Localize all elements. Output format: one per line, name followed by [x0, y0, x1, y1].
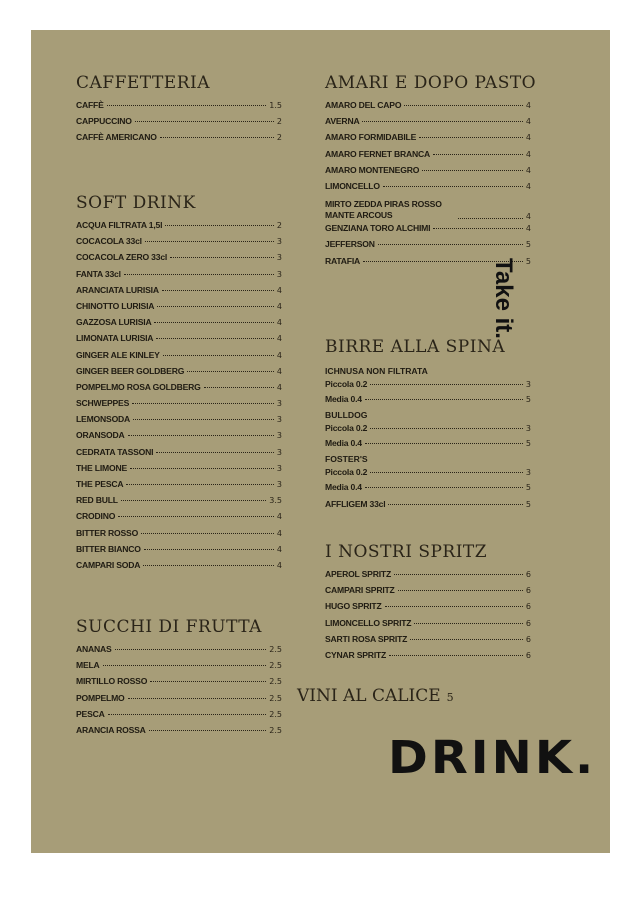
- item-price: 6: [525, 586, 531, 596]
- menu-item: [76, 398, 282, 414]
- dot-leader: [389, 655, 523, 656]
- dot-leader: [370, 384, 523, 385]
- menu-item: [325, 149, 531, 165]
- dot-leader: [121, 500, 266, 501]
- item-price: 3: [525, 380, 531, 389]
- item-name: APEROL SPRITZ: [325, 569, 391, 579]
- item-price: 3: [276, 415, 282, 425]
- section-title: CAFFETTERIA: [76, 73, 210, 93]
- menu-item: [325, 601, 531, 617]
- menu-item: [76, 528, 282, 544]
- item-price: 3: [276, 463, 282, 473]
- item-name: GINGER BEER GOLDBERG: [76, 365, 185, 376]
- item-name: GENZIANA TORO ALCHIMI: [325, 223, 431, 234]
- item-price: 3: [276, 269, 282, 279]
- item-price: 4: [276, 528, 282, 538]
- item-name: Media 0.4: [325, 437, 362, 448]
- item-name: BITTER ROSSO: [76, 527, 139, 538]
- item-price: 2.5: [269, 725, 282, 735]
- vini-price: 5: [446, 691, 454, 704]
- menu-item: [76, 301, 282, 317]
- item-name: ARANCIATA LURISIA: [76, 284, 159, 295]
- beer-name: FOSTER'S: [325, 454, 368, 464]
- dot-leader: [404, 105, 523, 106]
- menu-item: [76, 725, 282, 741]
- item-price: 1.5: [269, 101, 282, 110]
- item-price: 2.5: [269, 661, 282, 671]
- item-price: 3: [276, 237, 282, 247]
- item-price: 4: [276, 382, 282, 392]
- item-name: CEDRATA TASSONI: [76, 446, 154, 457]
- item-name: CAFFÈ: [76, 100, 104, 110]
- item-name: AMARO FORMIDABILE: [325, 132, 417, 143]
- item-name: Piccola 0.2: [325, 379, 368, 389]
- item-price: 5: [525, 240, 531, 250]
- item-price: 4: [276, 301, 282, 311]
- dot-leader: [150, 681, 266, 682]
- section-spritz: [325, 541, 531, 666]
- item-name: MIRTILLO ROSSO: [76, 676, 148, 687]
- menu-item: [325, 585, 531, 601]
- dot-leader: [135, 121, 274, 122]
- item-name: ARANCIA ROSSA: [76, 724, 146, 735]
- item-name: AVERNA: [325, 116, 360, 127]
- dot-leader: [157, 306, 274, 307]
- item-price: 5: [525, 394, 531, 404]
- section-title: AMARI E DOPO PASTO: [325, 73, 537, 93]
- dot-leader: [128, 698, 267, 699]
- item-name: CHINOTTO LURISIA: [76, 300, 155, 311]
- item-price: 4: [276, 366, 282, 376]
- dot-leader: [149, 730, 267, 731]
- item-name: COCACOLA 33cl: [76, 236, 142, 247]
- item-name: LIMONATA LURISIA: [76, 333, 154, 344]
- menu-item: [325, 100, 531, 116]
- item-price: 2: [276, 221, 282, 230]
- item-name: CRODINO: [76, 511, 116, 522]
- item-name: AFFLIGEM 33cl: [325, 499, 386, 509]
- menu-item: [325, 438, 531, 453]
- dot-leader: [170, 257, 274, 258]
- dot-leader: [204, 387, 274, 388]
- item-name: Piccola 0.2: [325, 423, 368, 433]
- dot-leader: [458, 218, 523, 219]
- dot-leader: [365, 443, 523, 444]
- item-price: 3: [276, 431, 282, 441]
- drink-logo: DRINK.: [388, 731, 597, 785]
- item-name: Media 0.4: [325, 393, 362, 404]
- section-soft-drink: [76, 192, 282, 576]
- dot-leader: [144, 549, 274, 550]
- dot-leader: [128, 435, 274, 436]
- section-birre: [325, 336, 531, 515]
- item-name: FANTA 33cl: [76, 268, 121, 279]
- item-price: 6: [525, 602, 531, 612]
- item-price: 4: [276, 334, 282, 344]
- menu-item: [325, 423, 531, 438]
- item-price: 4: [276, 318, 282, 328]
- item-price: 5: [525, 500, 531, 509]
- item-price: 6: [525, 634, 531, 644]
- dot-leader: [124, 274, 274, 275]
- dot-leader: [165, 225, 274, 226]
- item-name: Piccola 0.2: [325, 467, 368, 477]
- dot-leader: [160, 137, 274, 138]
- dot-leader: [156, 338, 274, 339]
- item-price: 4: [525, 212, 531, 222]
- menu-item: [325, 116, 531, 132]
- item-name: RED BULL: [76, 495, 118, 506]
- item-price: 3: [276, 480, 282, 489]
- item-name: CYNAR SPRITZ: [325, 649, 387, 660]
- menu-item: [325, 223, 531, 239]
- item-price: 5: [525, 482, 531, 492]
- menu-item: [325, 379, 531, 394]
- menu-item: [76, 463, 282, 479]
- beer-name: ICHNUSA NON FILTRATA: [325, 366, 428, 376]
- dot-leader: [141, 533, 274, 534]
- dot-leader: [410, 639, 523, 640]
- menu-item: [76, 116, 282, 132]
- item-price: 4: [276, 350, 282, 360]
- dot-leader: [143, 565, 274, 566]
- item-price: 6: [525, 650, 531, 660]
- dot-leader: [107, 105, 267, 106]
- item-name: BITTER BIANCO: [76, 543, 141, 554]
- item-price: 5: [525, 256, 531, 266]
- menu-item: [76, 511, 282, 527]
- menu-item: [76, 252, 282, 268]
- item-price: 4: [525, 133, 531, 143]
- menu-item: [76, 333, 282, 349]
- take-it-tagline: Take it.: [490, 258, 517, 339]
- dot-leader: [187, 371, 274, 372]
- section-title: BIRRE ALLA SPINA: [325, 337, 506, 357]
- item-name: POMPELMO: [76, 692, 125, 703]
- dot-leader: [365, 487, 523, 488]
- menu-item: [76, 317, 282, 333]
- item-price: 4: [525, 117, 531, 127]
- item-price: 3: [525, 424, 531, 433]
- dot-leader: [133, 419, 274, 420]
- item-price: 4: [525, 101, 531, 110]
- vini-title: VINI AL CALICE: [297, 686, 441, 706]
- section-title: SUCCHI DI FRUTTA: [76, 617, 262, 637]
- item-name: LEMONSODA: [76, 414, 131, 425]
- item-name: JEFFERSON: [325, 239, 375, 250]
- left-column: [76, 0, 282, 905]
- item-price: 4: [276, 560, 282, 570]
- menu-item: [76, 132, 282, 148]
- dot-leader: [365, 399, 523, 400]
- item-price: 4: [525, 224, 531, 234]
- menu-item: [325, 197, 531, 223]
- menu-item: [325, 181, 531, 197]
- item-price: 2: [276, 117, 282, 127]
- menu-item: [325, 569, 531, 585]
- menu-item: [325, 618, 531, 634]
- dot-leader: [433, 228, 523, 229]
- dot-leader: [394, 574, 523, 575]
- item-name: AMARO MONTENEGRO: [325, 164, 420, 175]
- beer-name: BULLDOG: [325, 410, 368, 420]
- dot-leader: [156, 452, 274, 453]
- menu-item: [325, 132, 531, 148]
- section-title: I NOSTRI SPRITZ: [325, 542, 488, 562]
- dot-leader: [419, 137, 523, 138]
- item-name: ACQUA FILTRATA 1,5l: [76, 220, 163, 230]
- dot-leader: [370, 428, 523, 429]
- item-price: 3.5: [269, 496, 282, 506]
- menu-item: [76, 382, 282, 398]
- item-name: HUGO SPRITZ: [325, 601, 382, 612]
- dot-leader: [115, 649, 267, 650]
- dot-leader: [154, 322, 273, 323]
- item-price: 4: [525, 181, 531, 191]
- menu-item: [76, 676, 282, 692]
- item-name: CAPPUCCINO: [76, 116, 132, 127]
- section-title: SOFT DRINK: [76, 193, 196, 213]
- item-name: PESCA: [76, 708, 105, 719]
- menu-item: [76, 693, 282, 709]
- item-name: SARTI ROSA SPRITZ: [325, 633, 408, 644]
- item-price: 4: [525, 165, 531, 175]
- dot-leader: [145, 241, 274, 242]
- item-name: MELA: [76, 660, 100, 671]
- section-succhi: [76, 616, 282, 741]
- item-name: CAFFÈ AMERICANO: [76, 132, 157, 143]
- menu-item: [76, 366, 282, 382]
- item-name: THE LIMONE: [76, 462, 127, 473]
- item-name: SCHWEPPES: [76, 398, 130, 409]
- menu-item: [76, 447, 282, 463]
- item-price: 2.5: [269, 645, 282, 654]
- menu-item: [76, 100, 282, 116]
- menu-item: [325, 499, 531, 515]
- menu-item: [325, 650, 531, 666]
- item-name: Media 0.4: [325, 481, 362, 492]
- menu-item: [325, 634, 531, 650]
- menu-item: [76, 709, 282, 725]
- menu-item: [76, 220, 282, 236]
- dot-leader: [385, 606, 523, 607]
- menu-item: [76, 660, 282, 676]
- dot-leader: [108, 714, 267, 715]
- dot-leader: [162, 290, 274, 291]
- item-price: 5: [525, 438, 531, 448]
- item-name: MIRTO ZEDDA PIRAS ROSSO MANTE ARCOUS: [325, 199, 442, 221]
- menu-item: [76, 479, 282, 495]
- dot-leader: [370, 472, 523, 473]
- item-price: 2.5: [269, 693, 282, 703]
- menu-item: [76, 414, 282, 430]
- item-name: LIMONCELLO SPRITZ: [325, 617, 412, 628]
- menu-item: [325, 482, 531, 497]
- item-name: AMARO FERNET BRANCA: [325, 148, 431, 159]
- birre-list: [325, 364, 531, 515]
- dot-leader: [362, 121, 522, 122]
- menu-item: [76, 285, 282, 301]
- dot-leader: [163, 355, 274, 356]
- dot-leader: [433, 154, 523, 155]
- menu-item: [76, 430, 282, 446]
- menu-item: [325, 467, 531, 482]
- item-price: 2: [276, 133, 282, 143]
- menu-item: [325, 239, 531, 255]
- menu-item: [76, 544, 282, 560]
- item-price: 6: [525, 618, 531, 628]
- item-name: POMPELMO ROSA GOLDBERG: [76, 381, 201, 392]
- item-price: 2.5: [269, 677, 282, 687]
- item-name: THE PESCA: [76, 479, 124, 489]
- item-name: LIMONCELLO: [325, 180, 380, 191]
- dot-leader: [126, 484, 274, 485]
- section-caffetteria: [76, 72, 282, 149]
- menu-item: [325, 394, 531, 409]
- item-price: 4: [276, 285, 282, 295]
- item-price: 3: [276, 399, 282, 409]
- item-price: 4: [525, 149, 531, 159]
- dot-leader: [388, 504, 522, 505]
- item-name: GINGER ALE KINLEY: [76, 349, 160, 360]
- item-name: COCACOLA ZERO 33cl: [76, 252, 168, 263]
- dot-leader: [132, 403, 274, 404]
- item-price: 3: [525, 468, 531, 477]
- menu-item: [76, 560, 282, 576]
- item-price: 6: [525, 570, 531, 579]
- dot-leader: [398, 590, 523, 591]
- dot-leader: [118, 516, 274, 517]
- item-name: RATAFIA: [325, 255, 361, 266]
- dot-leader: [130, 468, 274, 469]
- vini-al-calice: [297, 686, 454, 706]
- item-name: GAZZOSA LURISIA: [76, 317, 152, 328]
- item-name: ANANAS: [76, 644, 112, 654]
- item-price: 3: [276, 447, 282, 457]
- item-name: AMARO DEL CAPO: [325, 100, 402, 110]
- item-price: 4: [276, 544, 282, 554]
- dot-leader: [422, 170, 523, 171]
- menu-item: [325, 165, 531, 181]
- dot-leader: [103, 665, 267, 666]
- item-name: ORANSODA: [76, 430, 125, 441]
- item-price: 4: [276, 512, 282, 522]
- section-amari: [325, 72, 537, 272]
- menu-item: [76, 269, 282, 285]
- dot-leader: [414, 623, 523, 624]
- menu-item: [76, 350, 282, 366]
- item-name: CAMPARI SPRITZ: [325, 585, 395, 596]
- dot-leader: [383, 186, 523, 187]
- menu-item: [76, 644, 282, 660]
- dot-leader: [378, 244, 523, 245]
- menu-item: [76, 236, 282, 252]
- item-price: 3: [276, 253, 282, 263]
- item-name: CAMPARI SODA: [76, 559, 141, 570]
- menu-item: [76, 495, 282, 511]
- item-price: 2.5: [269, 709, 282, 719]
